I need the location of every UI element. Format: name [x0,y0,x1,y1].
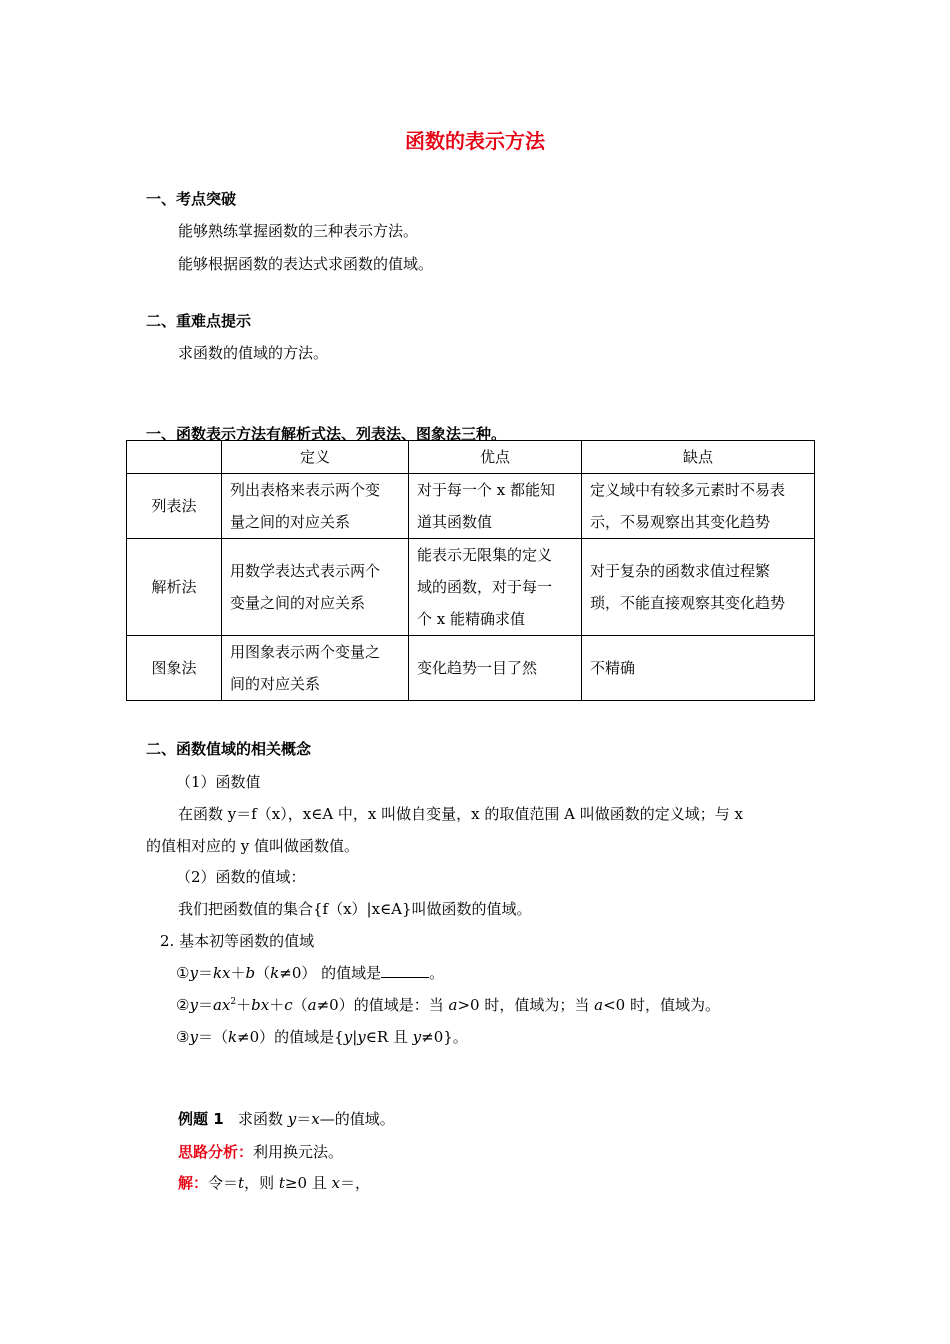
section-heading-key-points: 一、考点突破 [146,190,237,208]
item-2-heading: 2. 基本初等函数的值域 [160,932,315,950]
page-title: 函数的表示方法 [405,129,545,153]
table-header-cell: 优点 [409,441,582,474]
subheading-function-value: （1）函数值 [176,773,261,791]
advantage-cell: 能表示无限集的定义 域的函数，对于每一 个 x 能精确求值 [409,539,582,636]
table-header-row [127,441,815,474]
table-header-cell [127,441,222,474]
example-label: 例题 1 [178,1110,224,1128]
table-header-cell: 定义 [222,441,409,474]
formula-inverse: ③y＝（k≠0）的值域是{y|y∈R 且 y≠0}。 [176,1028,468,1046]
disadvantage-cell: 对于复杂的函数求值过程繁 琐，不能直接观察其变化趋势 [582,539,815,636]
disadvantage-cell: 定义域中有较多元素时不易表 示，不易观察出其变化趋势 [582,474,815,539]
definition-cell: 用数学表达式表示两个 变量之间的对应关系 [222,539,409,636]
difficulty-line-1: 求函数的值域的方法。 [178,344,329,362]
part1-heading: 一、函数表示方法有解析式法、列表法、图象法三种。 [146,425,507,443]
definition-paragraph-line-2: 的值相对应的 y 值叫做函数值。 [146,837,360,855]
example-1: 例题 1 求函数 y＝x—的值域。 [178,1110,395,1128]
key-point-line-1: 能够熟练掌握函数的三种表示方法。 [178,222,419,240]
table-row [127,636,815,701]
analysis-line: 思路分析：利用换元法。 [178,1143,344,1161]
formula-quadratic: $②y=ax^2+bx+c(a\ne 0)$的值域是：当 a>0 时，值域为；当 a<0 时，值域为。 [176,996,720,1014]
solution-label: 解： [178,1174,209,1192]
table-row [127,474,815,539]
advantage-cell: 变化趋势一目了然 [409,636,582,701]
definition-paragraph-line-1: 在函数 y＝f（x），x∈A 中，x 叫做自变量，x 的取值范围 A 叫做函数的定义域；与 x [178,805,743,823]
definition-cell: 列出表格来表示两个变 量之间的对应关系 [222,474,409,539]
analysis-label: 思路分析： [178,1143,254,1161]
method-name-cell: 图象法 [127,636,222,701]
solution-line: 解：令＝t，则 t≥0 且 x＝， [178,1174,371,1192]
subheading-range: （2）函数的值域： [176,868,306,886]
table-row [127,539,815,636]
table-header-cell: 缺点 [582,441,815,474]
definition-cell: 用图象表示两个变量之 间的对应关系 [222,636,409,701]
key-point-line-2: 能够根据函数的表达式求函数的值域。 [178,255,434,273]
advantage-cell: 对于每一个 x 都能知 道其函数值 [409,474,582,539]
range-definition: 我们把函数值的集合{f（x）|x∈A}叫做函数的值域。 [178,900,532,918]
comparison-table [126,440,815,701]
section-heading-difficulties: 二、重难点提示 [146,312,252,330]
disadvantage-cell: 不精确 [582,636,815,701]
formula-linear: ①y＝kx＋b（k≠0） 的值域是 。 [176,964,445,982]
method-name-cell: 列表法 [127,474,222,539]
method-name-cell: 解析法 [127,539,222,636]
part2-heading: 二、函数值域的相关概念 [146,740,312,758]
answer-blank [381,963,429,978]
